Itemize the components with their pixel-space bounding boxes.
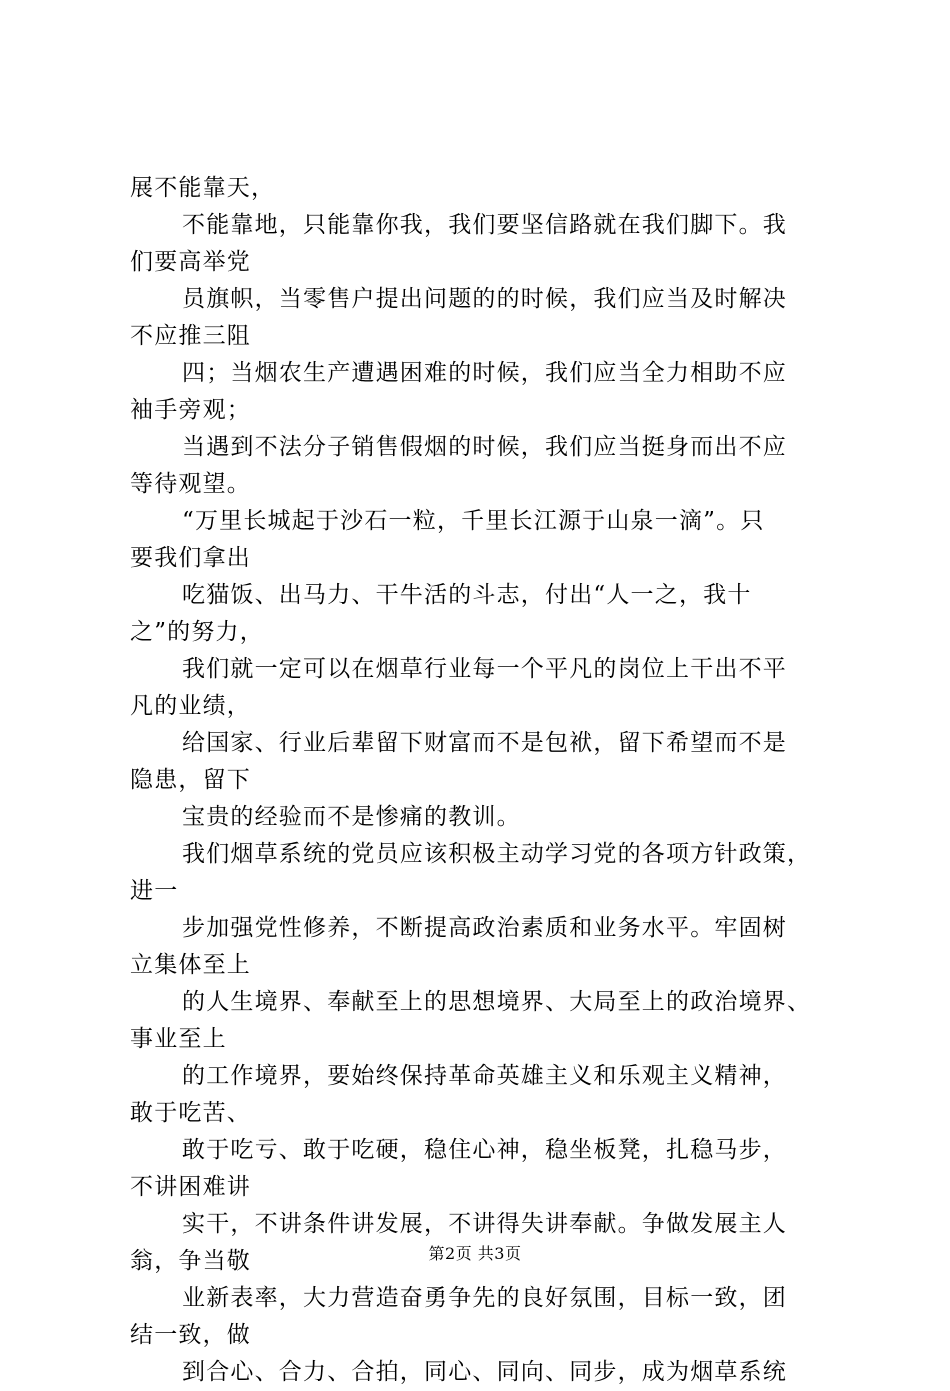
text-line: 敢于吃苦、 (130, 1100, 251, 1126)
text-line: 我们就一定可以在烟草行业每一个平凡的岗位上干出不平 (182, 656, 787, 682)
page-footer: 第2页 共3页 (428, 1244, 522, 1263)
text-line: “万里长城起于沙石一粒，千里长江源于山泉一滴”。只 (182, 508, 765, 534)
text-line: 宝贵的经验而不是惨痛的教训。 (182, 804, 521, 830)
text-line: 不讲困难讲 (130, 1174, 251, 1200)
text-line: 敢于吃亏、敢于吃硬，稳住心神，稳坐板凳，扎稳马步， (182, 1137, 787, 1163)
text-line: 给国家、行业后辈留下财富而不是包袱，留下希望而不是 (182, 730, 787, 756)
text-line: 隐患，留下 (130, 767, 251, 793)
text-line: 事业至上 (130, 1026, 227, 1052)
text-line: 的工作境界，要始终保持革命英雄主义和乐观主义精神， (182, 1063, 787, 1089)
text-line: 等待观望。 (130, 471, 251, 497)
text-line: 展不能靠天， (130, 175, 276, 201)
text-line: 业新表率，大力营造奋勇争先的良好氛围，目标一致，团 (182, 1285, 787, 1311)
text-line: 的人生境界、奉献至上的思想境界、大局至上的政治境界、 (182, 989, 812, 1015)
text-line: 四；当烟农生产遭遇困难的时候，我们应当全力相助不应 (182, 360, 787, 386)
text-line: 结一致，做 (130, 1322, 251, 1348)
text-line: 当遇到不法分子销售假烟的时候，我们应当挺身而出不应 (182, 434, 787, 460)
text-line: 到合心、合力、合拍，同心、同向、同步，成为烟草系统 (182, 1359, 787, 1385)
text-line: 之”的努力， (130, 619, 264, 645)
text-line: 凡的业绩， (130, 693, 251, 719)
document-body (130, 170, 840, 1391)
text-line: 实干，不讲条件讲发展，不讲得失讲奉献。争做发展主人 (182, 1211, 787, 1237)
text-line: 我们烟草系统的党员应该积极主动学习党的各项方针政策， (182, 841, 812, 867)
text-line: 要我们拿出 (130, 545, 251, 571)
text-line: 翁，争当敬 (130, 1248, 251, 1274)
text-line: 不能靠地，只能靠你我，我们要坚信路就在我们脚下。我 (182, 212, 787, 238)
text-line: 员旗帜，当零售户提出问题的的时候，我们应当及时解决 (182, 286, 787, 312)
text-line: 进一 (130, 878, 179, 904)
text-line: 不应推三阻 (130, 323, 251, 349)
text-line: 们要高举党 (130, 249, 251, 275)
text-line: 袖手旁观； (130, 397, 251, 423)
text-line: 立集体至上 (130, 952, 251, 978)
text-line: 吃猫饭、出马力、干牛活的斗志，付出“人一之，我十 (182, 582, 752, 608)
text-line: 步加强党性修养，不断提高政治素质和业务水平。牢固树 (182, 915, 787, 941)
